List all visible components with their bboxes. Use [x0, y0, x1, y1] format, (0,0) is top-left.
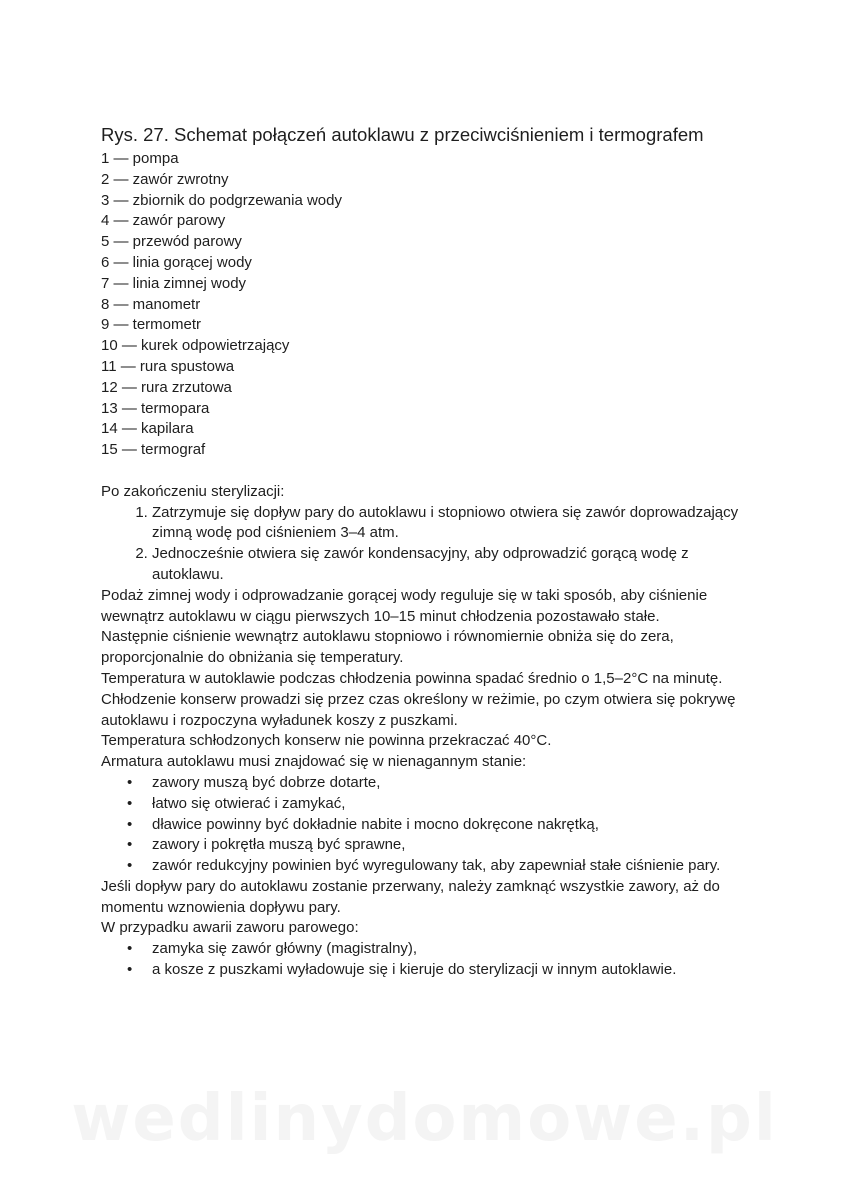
intro-paragraph: Po zakończeniu sterylizacji:	[101, 482, 285, 500]
paragraph: Jeśli dopływ pary do autoklawu zostanie przerwany, należy zamknąć wszystkie zawory, aż do momentu wznowienia dopływu pary.	[101, 877, 720, 916]
paragraph: Następnie ciśnienie wewnątrz autoklawu stopniowo i równomiernie obniża się do zera, proporcjonalnie do obniżania się temperatury.	[101, 628, 674, 667]
bullet-item: • zawory i pokrętła muszą być sprawne,	[152, 835, 761, 856]
page-title: Rys. 27. Schemat połączeń autoklawu z przeciwciśnieniem i termografem	[101, 124, 704, 145]
steps-list	[101, 503, 761, 586]
bullet-item: • dławice powinny być dokładnie nabite i mocno dokręcone nakrętką,	[152, 815, 761, 836]
legend-item: 2 — zawór zwrotny	[101, 170, 229, 188]
figure-legend	[101, 149, 761, 461]
watermark: wedlinydomowe.pl	[71, 1082, 778, 1156]
valve-failure-list	[101, 939, 761, 981]
bullet-item: • zawory muszą być dobrze dotarte,	[152, 773, 761, 794]
legend-item: 7 — linia zimnej wody	[101, 274, 247, 292]
legend-item: 13 — termopara	[101, 399, 210, 417]
paragraph: W przypadku awarii zaworu parowego:	[101, 919, 359, 937]
legend-item: 14 — kapilara	[101, 420, 194, 438]
bullet-item: • zamyka się zawór główny (magistralny),	[152, 939, 761, 960]
paragraph: Temperatura w autoklawie podczas chłodzenia powinna spadać średnio o 1,5–2°C na minutę.	[101, 669, 723, 687]
armature-requirements-list	[101, 773, 761, 877]
paragraph: Chłodzenie konserw prowadzi się przez czas określony w reżimie, po czym otwiera się pokrywę autoklawu i rozpoczyna wyładunek koszy z puszkami.	[101, 690, 736, 729]
legend-item: 1 — pompa	[101, 150, 179, 167]
legend-item: 12 — rura zrzutowa	[101, 378, 232, 396]
legend-item: 9 — termometr	[101, 316, 202, 334]
bullet-item: • a kosze z puszkami wyładowuje się i kieruje do sterylizacji w innym autoklawie.	[152, 960, 761, 981]
paragraph: Temperatura schłodzonych konserw nie powinna przekraczać 40°C.	[101, 732, 552, 750]
bullet-item: • łatwo się otwierać i zamykać,	[152, 794, 761, 815]
document-page	[101, 123, 761, 981]
legend-item: 6 — linia gorącej wody	[101, 253, 252, 271]
legend-item: 11 — rura spustowa	[101, 357, 235, 375]
legend-item: 8 — manometr	[101, 295, 201, 313]
legend-item: 5 — przewód parowy	[101, 233, 242, 251]
section-spacer	[101, 461, 761, 482]
document-body	[101, 149, 761, 981]
legend-item: 15 — termograf	[101, 441, 206, 459]
step-item: 1. Zatrzymuje się dopływ pary do autoklawu i stopniowo otwiera się zawór doprowadzający zimną wodę pod ciśnieniem 3–4 atm.	[152, 503, 761, 545]
legend-item: 4 — zawór parowy	[101, 212, 226, 230]
bullet-item: • zawór redukcyjny powinien być wyregulowany tak, aby zapewniał stałe ciśnienie pary.	[152, 856, 761, 877]
paragraph: Armatura autoklawu musi znajdować się w nienagannym stanie:	[101, 753, 527, 771]
paragraph: Podaż zimnej wody i odprowadzanie gorącej wody reguluje się w taki sposób, aby ciśnienie wewnątrz autoklawu w ciągu pierwszych 10–15 minut chłodzenia pozostawało stałe.	[101, 586, 708, 625]
legend-item: 3 — zbiornik do podgrzewania wody	[101, 191, 342, 209]
legend-item: 10 — kurek odpowietrzający	[101, 337, 290, 355]
step-item: 2. Jednocześnie otwiera się zawór kondensacyjny, aby odprowadzić gorącą wodę z autoklawu.	[152, 544, 761, 586]
